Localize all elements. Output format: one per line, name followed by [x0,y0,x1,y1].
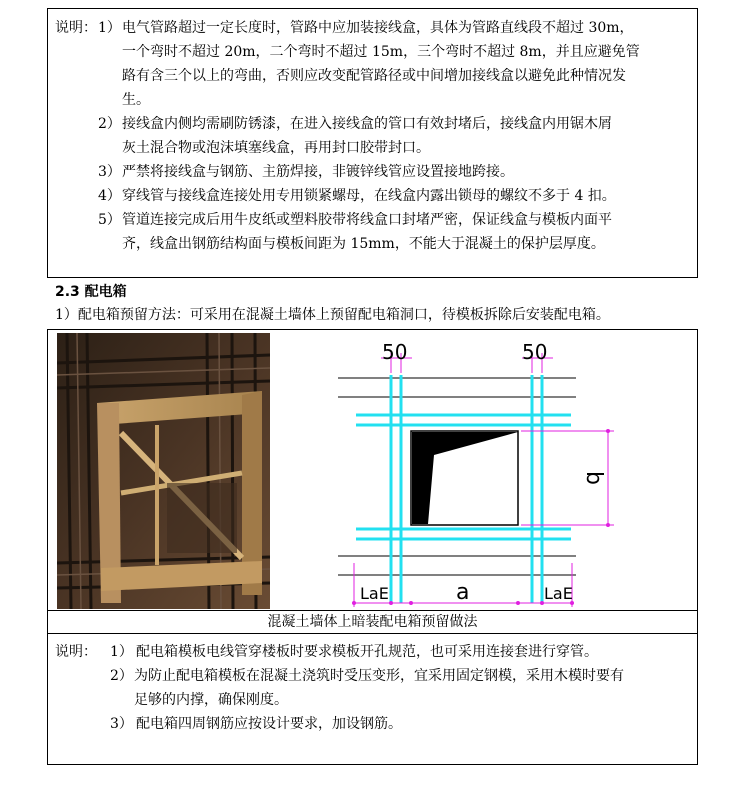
dim-b: b [581,471,606,485]
note2-3-line1: 配电箱四周钢筋应按设计要求，加设钢筋。 [136,716,402,732]
notes-label-2: 说明： [55,644,97,660]
note2-3-num: 3） [110,716,133,732]
note2-2-num: 2） [110,668,133,684]
note3-line1: 严禁将接线盒与钢筋、主筋焊接，非镀锌线管应设置接地跨接。 [122,164,514,180]
rebar-drawing [276,333,696,609]
note2-line2: 灰土混合物或泡沫填塞线盒，再用封口胶带封口。 [122,140,430,156]
note1-line2: 一个弯时不超过 20m，二个弯时不超过 15m，三个弯时不超过 8m，并且应避免管 [122,44,640,60]
note2-2-line2: 足够的内撑，确保刚度。 [134,692,288,708]
note3-num: 3） [98,164,121,180]
formwork-photo-image [57,333,270,609]
note1-line3: 路有含三个以上的弯曲，否则应改变配管路径或中间增加接线盒以避免此种情况发 [122,68,626,84]
note2-2-line1: 为防止配电箱模板在混凝土浇筑时受压变形，宜采用固定钢模，采用木模时要有 [134,668,624,684]
note4-num: 4） [98,188,121,204]
note1-line4: 生。 [122,92,150,108]
dim-lae-left: LaE [360,584,389,603]
formwork-photo [57,333,270,609]
note2-line1: 接线盒内侧均需刷防锈漆，在进入接线盒的管口有效封堵后，接线盒内用锯木屑 [122,116,612,132]
note5-line2: 齐，线盒出钢筋结构面与模板间距为 15mm，不能大于混凝土的保护层厚度。 [122,236,605,252]
note5-num: 5） [98,212,121,228]
note1-line1: 电气管路超过一定长度时，管路中应加装接线盒，具体为管路直线段不超过 30m， [122,20,634,36]
note1-num: 1） [98,20,121,36]
section-heading: 2.3 配电箱 [55,284,127,300]
note2-1-line1: 配电箱模板电线管穿楼板时要求模板开孔规范，也可采用连接套进行穿管。 [136,644,598,660]
note2-1-num: 1） [110,644,133,660]
section-intro: 1）配电箱预留方法：可采用在混凝土墙体上预留配电箱洞口，待模板拆除后安装配电箱。 [55,307,610,323]
notes-label-1: 说明： [55,20,97,36]
dim-50-right: 50 [522,340,548,364]
note2-num: 2） [98,116,121,132]
figure-caption: 混凝土墙体上暗装配电箱预留做法 [267,614,478,630]
dim-50-left: 50 [382,340,408,364]
note5-line1: 管道连接完成后用牛皮纸或塑料胶带将线盒口封堵严密，保证线盒与模板内面平 [122,212,612,228]
rebar-drawing-svg [276,333,696,609]
dim-lae-right: LaE [544,584,573,603]
figure-caption-divider [47,610,698,611]
dim-a: a [456,580,470,605]
note4-line1: 穿线管与接线盒连接处用专用锁紧螺母，在线盒内露出锁母的螺纹不多于 4 扣。 [122,188,616,204]
